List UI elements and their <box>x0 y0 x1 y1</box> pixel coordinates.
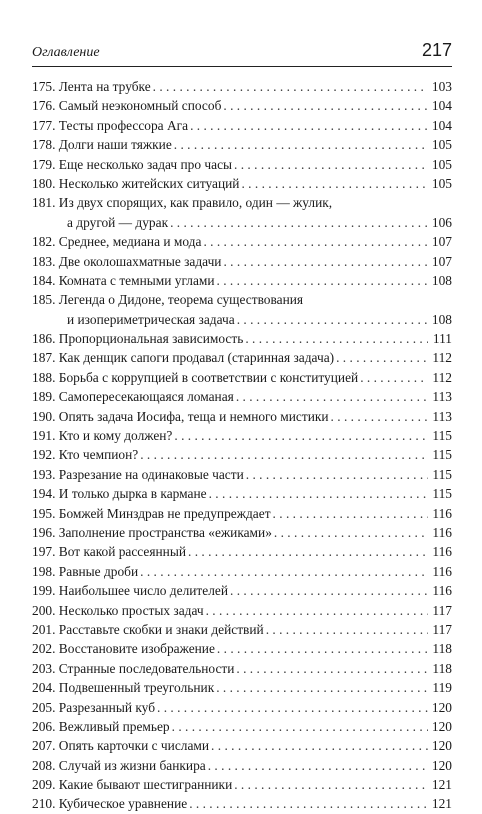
dot-leader <box>230 581 428 600</box>
entry-page: 106 <box>431 214 452 230</box>
dot-leader <box>174 135 428 154</box>
dot-leader <box>189 794 428 813</box>
toc-entry <box>32 659 452 678</box>
entry-title: Борьба с коррупцией в соответствии с конституцией <box>58 369 359 385</box>
page-number: 217 <box>421 40 452 60</box>
entry-title: Расставьте скобки и знаки действий <box>58 621 264 637</box>
entry-page: 120 <box>431 757 452 773</box>
entry-title: Разрезание на одинаковые части <box>58 466 244 482</box>
entry-title: Несколько простых задач <box>58 602 204 618</box>
toc-entry-continuation <box>32 213 452 232</box>
entry-title: Вежливый премьер <box>58 718 170 734</box>
entry-number: 190. <box>32 408 56 424</box>
entry-number: 182. <box>32 234 56 250</box>
entry-number: 200. <box>32 602 56 618</box>
running-header <box>32 40 452 67</box>
toc-entry <box>32 155 452 174</box>
entry-page: 116 <box>432 505 452 521</box>
entry-number: 209. <box>32 777 56 793</box>
entry-page: 107 <box>431 253 452 269</box>
entry-page: 108 <box>431 272 452 288</box>
entry-page: 113 <box>432 408 452 424</box>
entry-page: 116 <box>432 524 452 540</box>
entry-page: 111 <box>432 331 452 347</box>
toc-entry <box>32 252 452 271</box>
entry-title: Тесты профессора Ага <box>58 117 189 133</box>
entry-title: Как денщик сапоги продавал (старинная задача) <box>58 350 335 366</box>
dot-leader <box>190 116 428 135</box>
dot-leader <box>217 639 428 658</box>
entry-number: 188. <box>32 369 56 385</box>
entry-number: 176. <box>32 98 56 114</box>
entry-number: 179. <box>32 156 56 172</box>
dot-leader <box>223 252 428 271</box>
entry-number: 210. <box>32 796 56 812</box>
entry-title: Какие бывают шестигранники <box>58 777 233 793</box>
toc-entry <box>32 581 452 600</box>
toc-entry <box>32 484 452 503</box>
dot-leader <box>211 736 428 755</box>
entry-page: 116 <box>432 583 452 599</box>
entry-number: 186. <box>32 331 56 347</box>
entry-page: 115 <box>432 466 452 482</box>
dot-leader <box>237 310 428 329</box>
entry-page: 104 <box>431 117 452 133</box>
dot-leader <box>209 484 428 503</box>
dot-leader <box>172 717 428 736</box>
entry-page: 115 <box>432 428 452 444</box>
entry-page: 117 <box>432 602 452 618</box>
entry-title: Опять карточки с числами <box>58 738 210 754</box>
entry-number: 195. <box>32 505 56 521</box>
dot-leader <box>140 562 428 581</box>
entry-title: Заполнение пространства «ежиками» <box>58 524 272 540</box>
toc-entry <box>32 465 452 484</box>
dot-leader <box>360 368 428 387</box>
entry-page: 115 <box>432 447 452 463</box>
entry-number: 204. <box>32 680 56 696</box>
entry-title: Вот какой рассеянный <box>58 544 187 560</box>
dot-leader <box>245 329 428 348</box>
entry-number: 175. <box>32 79 56 94</box>
toc-entry <box>32 562 452 581</box>
entry-number: 206. <box>32 718 56 734</box>
toc-entry <box>32 348 452 367</box>
entry-page: 107 <box>431 234 452 250</box>
dot-leader <box>188 542 428 561</box>
entry-page: 116 <box>432 544 452 560</box>
entry-title: Долги наши тяжкие <box>58 137 172 153</box>
entry-page: 117 <box>432 621 452 637</box>
dot-leader <box>223 96 428 115</box>
entry-title: Из двух спорящих, как правило, один — жулик, <box>58 195 333 211</box>
entry-number: 185. <box>32 292 56 308</box>
toc-entry <box>32 77 452 96</box>
dot-leader <box>236 659 428 678</box>
dot-leader <box>273 504 428 523</box>
toc-entry <box>32 329 452 348</box>
entry-page: 120 <box>431 738 452 754</box>
toc-entry <box>32 523 452 542</box>
toc-entry <box>32 387 452 406</box>
toc-entry <box>32 620 452 639</box>
toc-entry <box>32 174 452 193</box>
entry-title: Лента на трубке <box>58 79 151 94</box>
entry-title: Опять задача Иосифа, теща и немного мистики <box>58 408 329 424</box>
toc-entry <box>32 426 452 445</box>
toc-entry <box>32 678 452 697</box>
dot-leader <box>331 407 428 426</box>
toc-entry <box>32 736 452 755</box>
entry-number: 197. <box>32 544 56 560</box>
toc-entry <box>32 445 452 464</box>
entry-title: Подвешенный треугольник <box>58 680 215 696</box>
toc-entry <box>32 193 452 212</box>
entry-title: Восстановите изображение <box>58 641 215 657</box>
entry-page: 113 <box>432 389 452 405</box>
entry-title: Странные последовательности <box>58 660 235 676</box>
toc-entry <box>32 116 452 135</box>
entry-page: 121 <box>431 777 452 793</box>
entry-page: 121 <box>431 796 452 812</box>
toc-entry <box>32 135 452 154</box>
toc-entry <box>32 407 452 426</box>
dot-leader <box>206 601 428 620</box>
dot-leader <box>170 213 428 232</box>
entry-title: Несколько житейских ситуаций <box>58 175 240 191</box>
entry-page: 116 <box>432 563 452 579</box>
entry-title: Самопересекающаяся ломаная <box>58 389 234 405</box>
entry-number: 207. <box>32 738 56 754</box>
dot-leader <box>217 271 428 290</box>
toc-entry <box>32 368 452 387</box>
entry-page: 103 <box>431 79 452 94</box>
toc-entry <box>32 794 452 813</box>
entry-title: Равные дроби <box>58 563 139 579</box>
entry-title: И только дырка в кармане <box>58 486 207 502</box>
entry-title-continuation: а другой — дурак <box>67 214 169 230</box>
toc-entry <box>32 775 452 794</box>
toc-entry <box>32 504 452 523</box>
entry-page: 105 <box>431 175 452 191</box>
entry-number: 192. <box>32 447 56 463</box>
dot-leader <box>266 620 428 639</box>
entry-page: 105 <box>431 137 452 153</box>
entry-title: Среднее, медиана и мода <box>58 234 202 250</box>
entry-title: Комната с темными углами <box>58 272 215 288</box>
entry-number: 194. <box>32 486 56 502</box>
entry-page: 120 <box>431 718 452 734</box>
entry-number: 180. <box>32 175 56 191</box>
dot-leader <box>234 155 428 174</box>
entry-number: 183. <box>32 253 56 269</box>
entry-title: Кто чемпион? <box>58 447 139 463</box>
entry-number: 198. <box>32 563 56 579</box>
entry-number: 208. <box>32 757 56 773</box>
dot-leader <box>140 445 428 464</box>
entry-title: Разрезанный куб <box>58 699 156 715</box>
entry-title: Кто и кому должен? <box>58 428 173 444</box>
dot-leader <box>236 387 428 406</box>
toc-entry <box>32 542 452 561</box>
entry-number: 181. <box>32 195 56 211</box>
toc-entry <box>32 756 452 775</box>
entry-number: 178. <box>32 137 56 153</box>
entry-title-continuation: и изопериметрическая задача <box>67 311 235 327</box>
toc-entry-continuation <box>32 310 452 329</box>
entry-number: 205. <box>32 699 56 715</box>
entry-page: 104 <box>431 98 452 114</box>
dot-leader <box>336 348 428 367</box>
entry-number: 196. <box>32 524 56 540</box>
entry-page: 105 <box>431 156 452 172</box>
toc-entry <box>32 717 452 736</box>
dot-leader <box>241 174 428 193</box>
entry-page: 118 <box>432 660 452 676</box>
toc-entry <box>32 639 452 658</box>
toc-entry <box>32 96 452 115</box>
toc-entry <box>32 232 452 251</box>
entry-number: 199. <box>32 583 56 599</box>
entry-number: 177. <box>32 117 56 133</box>
entry-title: Бомжей Минздрав не предупреждает <box>58 505 271 521</box>
entry-number: 191. <box>32 428 56 444</box>
entry-title: Кубическое уравнение <box>58 796 188 812</box>
entry-number: 203. <box>32 660 56 676</box>
toc-entry <box>32 601 452 620</box>
dot-leader <box>274 523 428 542</box>
header-title: Оглавление <box>32 45 100 60</box>
entry-title: Еще несколько задач про часы <box>58 156 233 172</box>
entry-title: Легенда о Дидоне, теорема существования <box>58 292 304 308</box>
entry-number: 202. <box>32 641 56 657</box>
entry-title: Случай из жизни банкира <box>58 757 206 773</box>
dot-leader <box>234 775 428 794</box>
table-of-contents <box>32 77 452 814</box>
entry-title: Самый неэкономный способ <box>58 98 222 114</box>
dot-leader <box>246 465 428 484</box>
toc-entry <box>32 698 452 717</box>
dot-leader <box>174 426 428 445</box>
dot-leader <box>216 678 428 697</box>
entry-page: 112 <box>432 350 452 366</box>
entry-title: Пропорциональная зависимость <box>58 331 244 347</box>
toc-entry <box>32 271 452 290</box>
entry-number: 189. <box>32 389 56 405</box>
entry-page: 118 <box>432 641 452 657</box>
dot-leader <box>208 756 428 775</box>
entry-page: 112 <box>432 369 452 385</box>
entry-page: 119 <box>432 680 452 696</box>
dot-leader <box>153 77 428 96</box>
entry-page: 120 <box>431 699 452 715</box>
toc-entry <box>32 290 452 309</box>
entry-title: Наибольшее число делителей <box>58 583 229 599</box>
dot-leader <box>203 232 428 251</box>
entry-number: 187. <box>32 350 56 366</box>
dot-leader <box>157 698 428 717</box>
entry-page: 115 <box>432 486 452 502</box>
entry-number: 184. <box>32 272 56 288</box>
entry-number: 193. <box>32 466 56 482</box>
entry-title: Две околошахматные задачи <box>58 253 222 269</box>
entry-page: 108 <box>431 311 452 327</box>
entry-number: 201. <box>32 621 56 637</box>
